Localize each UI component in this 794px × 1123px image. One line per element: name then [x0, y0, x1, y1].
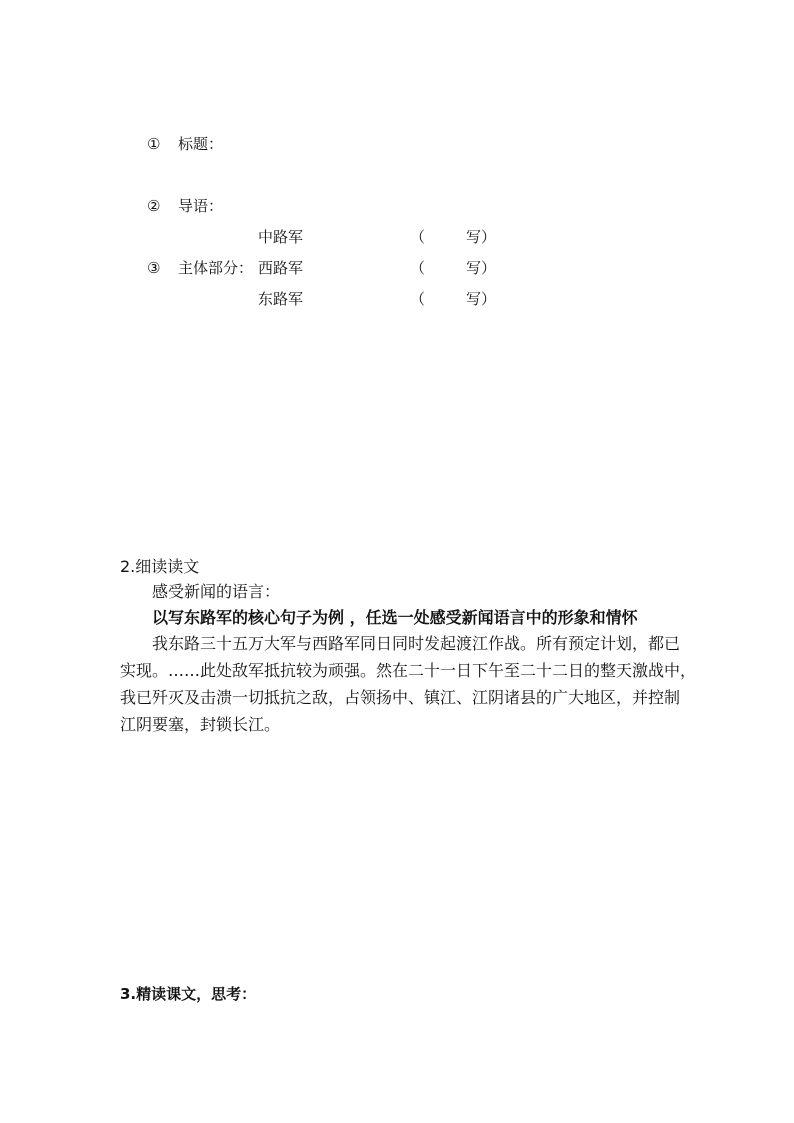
- passage-line-2: 实现。……此处敌军抵抗较为顽强。然在二十一日下午至二十二日的整天激战中，: [120, 661, 697, 680]
- item-1-marker: ①: [147, 135, 161, 153]
- item-2-marker: ②: [147, 197, 161, 215]
- item-2-label: 导语：: [178, 197, 224, 215]
- row-donglujun-open: （: [410, 290, 426, 308]
- section-2-heading: 2.细读读文: [120, 557, 200, 576]
- section-3-heading: 3.精读课文，思考：: [120, 985, 257, 1003]
- row-xilujun-write: 写）: [466, 259, 497, 277]
- row-zhonglujun-write: 写）: [466, 228, 497, 246]
- item-1-label: 标题：: [178, 135, 224, 153]
- passage-line-4: 江阴要塞，封锁长江。: [120, 715, 281, 734]
- row-zhonglujun-name: 中路军: [258, 228, 304, 246]
- item-3-label: 主体部分：: [178, 259, 254, 277]
- row-donglujun-write: 写）: [466, 290, 497, 308]
- passage-line-3: 我已歼灭及击溃一切抵抗之敌，占领扬中、镇江、江阴诸县的广大地区，并控制: [120, 688, 681, 707]
- passage-line-1: 我东路三十五万大军与西路军同日同时发起渡江作战。所有预定计划，都已: [152, 634, 681, 653]
- section-2-task: 以写东路军的核心句子为例 ，任选一处感受新闻语言中的形象和情怀: [152, 608, 638, 627]
- row-donglujun-name: 东路军: [258, 290, 304, 308]
- row-xilujun-open: （: [410, 259, 426, 277]
- section-2-subheading: 感受新闻的语言：: [152, 582, 281, 601]
- row-xilujun-name: 西路军: [258, 259, 304, 277]
- row-zhonglujun-open: （: [410, 228, 426, 246]
- item-3-marker: ③: [147, 259, 161, 277]
